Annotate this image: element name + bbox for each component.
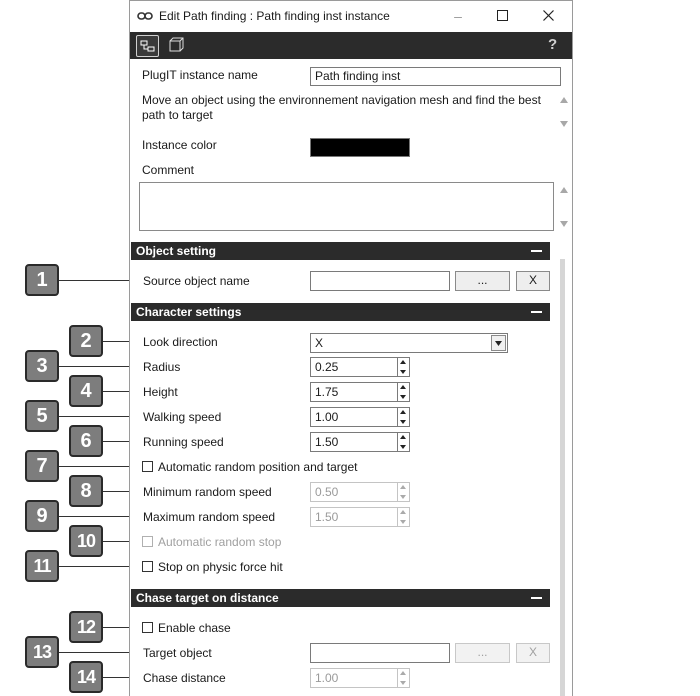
callout-13: 13 <box>25 636 59 668</box>
arrow-down-icon[interactable] <box>400 520 406 524</box>
arrow-up-icon[interactable] <box>400 410 406 414</box>
callout-7: 7 <box>25 450 59 482</box>
comment-scroll-down-icon[interactable] <box>560 221 568 227</box>
arrow-up-icon[interactable] <box>400 360 406 364</box>
maximize-button[interactable] <box>490 5 514 27</box>
panel-scrollbar[interactable] <box>560 259 565 696</box>
target-object-browse-button[interactable]: ... <box>455 643 510 663</box>
description-scroll-up-icon[interactable] <box>560 97 568 103</box>
auto-random-checkbox[interactable] <box>142 461 153 472</box>
leader-line-3 <box>59 366 138 367</box>
radius-label: Radius <box>143 360 181 374</box>
cube-tool-button[interactable] <box>166 35 187 55</box>
min-random-speed-stepper[interactable] <box>310 482 410 502</box>
height-label: Height <box>143 385 178 399</box>
source-object-clear-button[interactable]: X <box>516 271 550 291</box>
running-speed-stepper[interactable] <box>310 432 410 452</box>
leader-line-5 <box>59 416 138 417</box>
section-object-setting[interactable] <box>131 242 550 260</box>
min-random-speed-label: Minimum random speed <box>143 485 272 499</box>
walking-speed-label: Walking speed <box>143 410 222 424</box>
title-bar[interactable] <box>130 1 572 32</box>
chevron-down-icon <box>492 336 505 350</box>
callout-10: 10 <box>69 525 103 557</box>
stepper-arrows[interactable] <box>398 507 410 527</box>
dropdown-button[interactable] <box>491 335 506 351</box>
comment-label: Comment <box>142 163 195 177</box>
max-random-speed-label: Maximum random speed <box>143 510 276 524</box>
section-title: Chase target on distance <box>136 591 279 605</box>
leader-line-11 <box>59 566 138 567</box>
section-chase-target[interactable] <box>131 589 550 607</box>
minimize-button[interactable]: – <box>454 8 462 24</box>
arrow-down-icon[interactable] <box>400 495 406 499</box>
min-random-speed-value[interactable]: 0.50 <box>310 482 398 502</box>
callout-11: 11 <box>25 550 59 582</box>
leader-line-1 <box>59 280 138 281</box>
running-speed-value[interactable]: 1.50 <box>310 432 398 452</box>
hierarchy-icon <box>137 36 158 56</box>
callout-3: 3 <box>25 350 59 382</box>
source-object-label: Source object name <box>143 274 250 288</box>
chase-distance-stepper[interactable] <box>310 668 410 688</box>
arrow-down-icon[interactable] <box>400 395 406 399</box>
collapse-icon[interactable] <box>531 597 542 599</box>
auto-random-label[interactable]: Automatic random position and target <box>158 460 358 474</box>
target-object-input[interactable] <box>310 643 450 663</box>
target-object-clear-button[interactable]: X <box>516 643 550 663</box>
target-object-label: Target object <box>143 646 212 660</box>
instance-color-swatch[interactable] <box>310 138 410 157</box>
section-character-settings[interactable] <box>131 303 550 321</box>
arrow-down-icon[interactable] <box>400 420 406 424</box>
collapse-icon[interactable] <box>531 311 542 313</box>
callout-14: 14 <box>69 661 103 693</box>
stepper-arrows[interactable] <box>398 668 410 688</box>
stop-physic-checkbox[interactable] <box>142 561 153 572</box>
section-title: Object setting <box>136 244 217 258</box>
arrow-up-icon[interactable] <box>400 510 406 514</box>
running-speed-label: Running speed <box>143 435 224 449</box>
section-title: Character settings <box>136 305 242 319</box>
stepper-arrows[interactable] <box>398 407 410 427</box>
walking-speed-value[interactable]: 1.00 <box>310 407 398 427</box>
max-random-speed-value[interactable]: 1.50 <box>310 507 398 527</box>
instance-name-label: PlugIT instance name <box>142 68 258 82</box>
close-icon <box>543 10 554 21</box>
link-chain-icon <box>137 11 153 21</box>
arrow-up-icon[interactable] <box>400 435 406 439</box>
enable-chase-checkbox[interactable] <box>142 622 153 633</box>
window-title: Edit Path finding : Path finding inst instance <box>159 9 390 23</box>
arrow-up-icon[interactable] <box>400 485 406 489</box>
maximize-icon <box>497 10 508 21</box>
leader-line-7 <box>59 466 138 467</box>
stepper-arrows[interactable] <box>398 482 410 502</box>
stepper-arrows[interactable] <box>398 382 410 402</box>
leader-line-13 <box>59 652 138 653</box>
arrow-down-icon[interactable] <box>400 445 406 449</box>
look-direction-select[interactable] <box>310 333 508 353</box>
close-button[interactable] <box>536 5 560 27</box>
source-object-input[interactable] <box>310 271 450 291</box>
radius-value[interactable]: 0.25 <box>310 357 398 377</box>
arrow-up-icon[interactable] <box>400 385 406 389</box>
toolbar <box>130 32 572 59</box>
radius-stepper[interactable] <box>310 357 410 377</box>
auto-random-stop-checkbox[interactable] <box>142 536 153 547</box>
callout-8: 8 <box>69 475 103 507</box>
leader-line-9 <box>59 516 138 517</box>
callout-12: 12 <box>69 611 103 643</box>
look-direction-label: Look direction <box>143 335 218 349</box>
comment-textarea[interactable] <box>139 182 554 231</box>
callout-5: 5 <box>25 400 59 432</box>
description-scroll-down-icon[interactable] <box>560 121 568 127</box>
instance-name-input[interactable]: Path finding inst <box>310 67 561 86</box>
chase-distance-value[interactable]: 1.00 <box>310 668 398 688</box>
arrow-down-icon[interactable] <box>400 681 406 685</box>
edit-dialog-window <box>129 0 573 696</box>
height-value[interactable]: 1.75 <box>310 382 398 402</box>
stop-physic-label[interactable]: Stop on physic force hit <box>158 560 283 574</box>
walking-speed-stepper[interactable] <box>310 407 410 427</box>
height-stepper[interactable] <box>310 382 410 402</box>
callout-2: 2 <box>69 325 103 357</box>
instance-color-label: Instance color <box>142 138 217 152</box>
comment-scroll-up-icon[interactable] <box>560 187 568 193</box>
callout-1: 1 <box>25 264 59 296</box>
stepper-arrows[interactable] <box>398 357 410 377</box>
cube-icon <box>166 35 187 55</box>
arrow-down-icon[interactable] <box>400 370 406 374</box>
hierarchy-tool-button[interactable] <box>136 35 159 57</box>
instance-description: Move an object using the environnement navigation mesh and find the best path to target <box>142 93 541 122</box>
collapse-icon[interactable] <box>531 250 542 252</box>
callout-4: 4 <box>69 375 103 407</box>
help-icon[interactable]: ? <box>548 36 558 53</box>
look-direction-value: X <box>315 336 324 350</box>
stepper-arrows[interactable] <box>398 432 410 452</box>
max-random-speed-stepper[interactable] <box>310 507 410 527</box>
chase-distance-label: Chase distance <box>143 671 226 685</box>
enable-chase-label[interactable]: Enable chase <box>158 621 231 635</box>
arrow-up-icon[interactable] <box>400 671 406 675</box>
source-object-browse-button[interactable]: ... <box>455 271 510 291</box>
callout-9: 9 <box>25 500 59 532</box>
callout-6: 6 <box>69 425 103 457</box>
auto-random-stop-label[interactable]: Automatic random stop <box>158 535 282 549</box>
